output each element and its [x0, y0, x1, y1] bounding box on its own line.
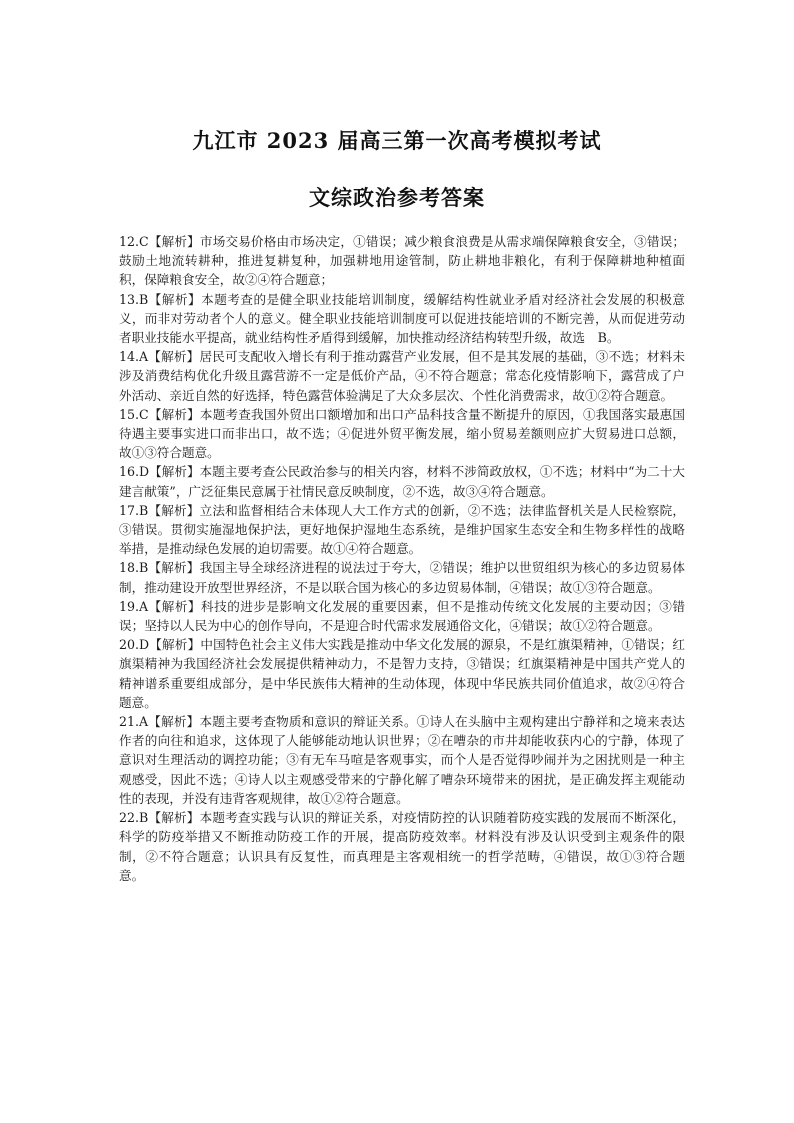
answer-item-18: 18.B【解析】我国主导全球经济进程的说法过于夸大，②错误；维护以世贸组织为核心的多边贸易体制，推动建设开放型世界经济，不是以联合国为核心的多边贸易体制，④错误；故①③符合题意。: [119, 560, 685, 595]
answer-item-13: 13.B【解析】本题考查的是健全职业技能培训制度，缓解结构性就业矛盾对经济社会发展的积极意义，而非对劳动者个人的意义。健全职业技能培训制度可以促进技能培训的不断完善，从而促进劳动者职业技能水平提高，就业结构性矛盾得到缓解，加快推动经济结构转型升级，故选 B。: [119, 291, 685, 346]
answer-item-20: 20.D【解析】中国特色社会主义伟大实践是推动中华文化发展的源泉，不是红旗渠精神，①错误；红旗渠精神为我国经济社会发展提供精神动力，不是智力支持，③错误；红旗渠精神是中国共产党人的精神谱系重要组成部分，是中华民族伟大精神的生动体现，体现中华民族共同价值追求，故②④符合题意。: [119, 637, 685, 710]
answer-item-22: 22.B【解析】本题考查实践与认识的辩证关系，对疫情防控的认识随着防疫实践的发展而不断深化，科学的防疫举措又不断推动防疫工作的开展，提高防疫效率。材料没有涉及认识受到主观条件的限制，②不符合题意；认识具有反复性，而真理是主客观相统一的哲学范畴，④错误，故①③符合题意。: [119, 810, 685, 883]
answer-item-14: 14.A【解析】居民可支配收入增长有利于推动露营产业发展，但不是其发展的基础，③不选；材料未涉及消费结构优化升级且露营游不一定是低价产品，④不符合题意；常态化疫情影响下，露营成了户外活动、亲近自然的好选择，特色露营体验满足了大众多层次、个性化消费需求，故①②符合题意。: [119, 349, 685, 403]
answer-item-21: 21.A【解析】本题主要考查物质和意识的辩证关系。①诗人在头脑中主观构建出宁静祥和之境来表达作者的向往和追求，这体现了人能够能动地认识世界；②在嘈杂的市井却能收获内心的宁静，体现了意识对生理活动的调控功能；③有无车马喧是客观事实，而个人是否觉得吵闹并为之困扰则是一种主观感受，因此不选；④诗人以主观感受带来的宁静化解了嘈杂环境带来的困扰，是正确发挥主观能动性的表现，并没有违背客观规律，故①②符合题意。: [119, 714, 685, 806]
answer-item-17: 17.B【解析】立法和监督相结合未体现人大工作方式的创新，②不选；法律监督机关是人民检察院，③错误。贯彻实施湿地保护法，更好地保护湿地生态系统，是维护国家生态安全和生物多样性的战略举措，是推动绿色发展的迫切需要。故①④符合题意。: [119, 502, 685, 557]
page-title: 九江市 2023 届高三第一次高考模拟考试: [192, 128, 602, 153]
answer-list: [119, 232, 685, 885]
answer-item-15: 15.C【解析】本题考查我国外贸出口额增加和出口产品科技含量不断提升的原因，①我国落实最惠国待遇主要事实进口而非出口，故不选；④促进外贸平衡发展，缩小贸易差额则应扩大贸易进口总额，故①③符合题意。: [119, 406, 685, 461]
answer-item-16: 16.D【解析】本题主要考查公民政治参与的相关内容，材料不涉简政放权，①不选；材料中“为二十大建言献策”，广泛征集民意属于社情民意反映制度，②不选，故③④符合题意。: [119, 464, 685, 499]
answer-item-19: 19.A【解析】科技的进步是影响文化发展的重要因素，但不是推动传统文化发展的主要动因；③错误；坚持以人民为中心的创作导向，不是迎合时代需求发展通俗文化，④错误；故①②符合题意。: [119, 598, 685, 634]
answer-item-12: 12.C【解析】市场交易价格由市场决定，①错误；减少粮食浪费是从需求端保障粮食安全，③错误；鼓励土地流转耕种，推进复耕复种，加强耕地用途管制，防止耕地非粮化，有利于保障耕地种植面积，保障粮食安全，故②④符合题意；: [119, 234, 685, 288]
page-subtitle: 文综政治参考答案: [309, 185, 485, 210]
